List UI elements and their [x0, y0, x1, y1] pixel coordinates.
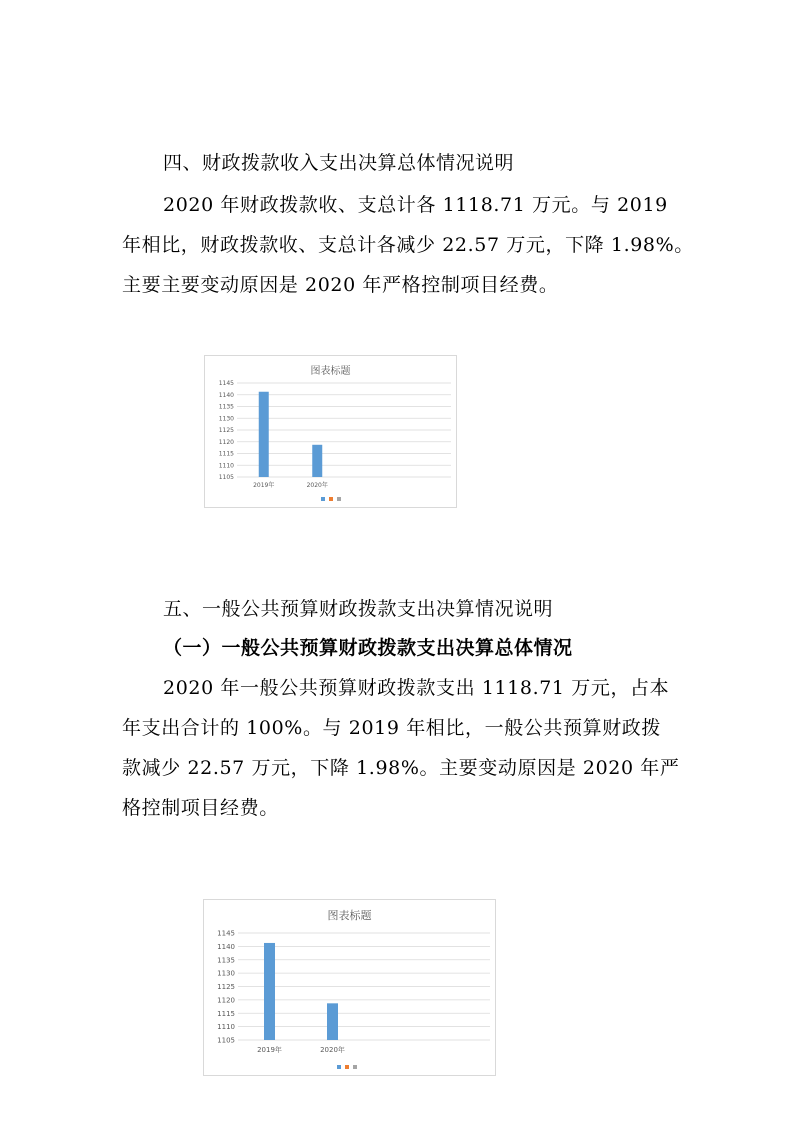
section5-line-2: 年支出合计的 100%。与 2019 年相比，一般公共预算财政拨: [122, 717, 661, 739]
y-tick-label: 1140: [217, 942, 235, 951]
y-tick-label: 1130: [217, 969, 235, 978]
legend-marker: [329, 497, 333, 501]
x-tick-label: 2020年: [306, 482, 328, 489]
bar-2020年: [312, 445, 322, 477]
legend-marker: [353, 1065, 357, 1069]
chart-1-plot: [205, 356, 456, 507]
y-tick-label: 1145: [217, 929, 235, 938]
section4-line-2: 年相比，财政拨款收、支总计各减少 22.57 万元，下降 1.98%。: [122, 234, 694, 256]
legend-marker: [337, 497, 341, 501]
y-tick-label: 1125: [218, 427, 234, 434]
legend-marker: [337, 1065, 341, 1069]
section4-line-3: 主要主要变动原因是 2020 年严格控制项目经费。: [122, 274, 559, 296]
chart-1-title: 图表标题: [310, 366, 351, 377]
chart-2-plot: [204, 900, 495, 1075]
section5-subheading: （一）一般公共预算财政拨款支出决算总体情况: [163, 637, 573, 659]
bar-2019年: [259, 392, 269, 477]
x-tick-label: 2019年: [257, 1046, 282, 1054]
y-tick-label: 1115: [218, 450, 234, 458]
section4-heading: 四、财政拨款收入支出决算总体情况说明: [163, 152, 515, 174]
legend-marker: [345, 1065, 349, 1069]
x-tick-label: 2020年: [320, 1046, 345, 1054]
y-tick-label: 1125: [217, 983, 235, 991]
chart-1: [204, 355, 457, 508]
section5-line-3: 款减少 22.57 万元，下降 1.98%。主要变动原因是 2020 年严: [122, 757, 680, 779]
chart-2: [203, 899, 496, 1076]
section5-heading: 五、一般公共预算财政拨款支出决算情况说明: [163, 598, 554, 620]
y-tick-label: 1110: [218, 462, 234, 470]
section4-line-1: 2020 年财政拨款收、支总计各 1118.71 万元。与 2019: [163, 194, 668, 216]
y-tick-label: 1135: [218, 403, 234, 411]
bar-2020年: [327, 1003, 338, 1040]
y-tick-label: 1120: [218, 438, 234, 446]
bar-2019年: [264, 943, 275, 1040]
y-tick-label: 1130: [218, 415, 234, 423]
y-tick-label: 1105: [218, 474, 234, 481]
y-tick-label: 1115: [217, 1009, 235, 1018]
y-tick-label: 1140: [218, 391, 234, 399]
chart-2-title: 图表标题: [327, 909, 372, 922]
y-tick-label: 1145: [218, 380, 234, 387]
x-tick-label: 2019年: [253, 482, 275, 489]
section5-line-1: 2020 年一般公共预算财政拨款支出 1118.71 万元，占本: [163, 677, 670, 699]
y-tick-label: 1105: [217, 1036, 235, 1045]
legend-marker: [321, 497, 325, 501]
section5-line-4: 格控制项目经费。: [122, 797, 279, 819]
y-tick-label: 1120: [217, 996, 235, 1005]
y-tick-label: 1110: [217, 1023, 235, 1032]
y-tick-label: 1135: [217, 956, 235, 965]
